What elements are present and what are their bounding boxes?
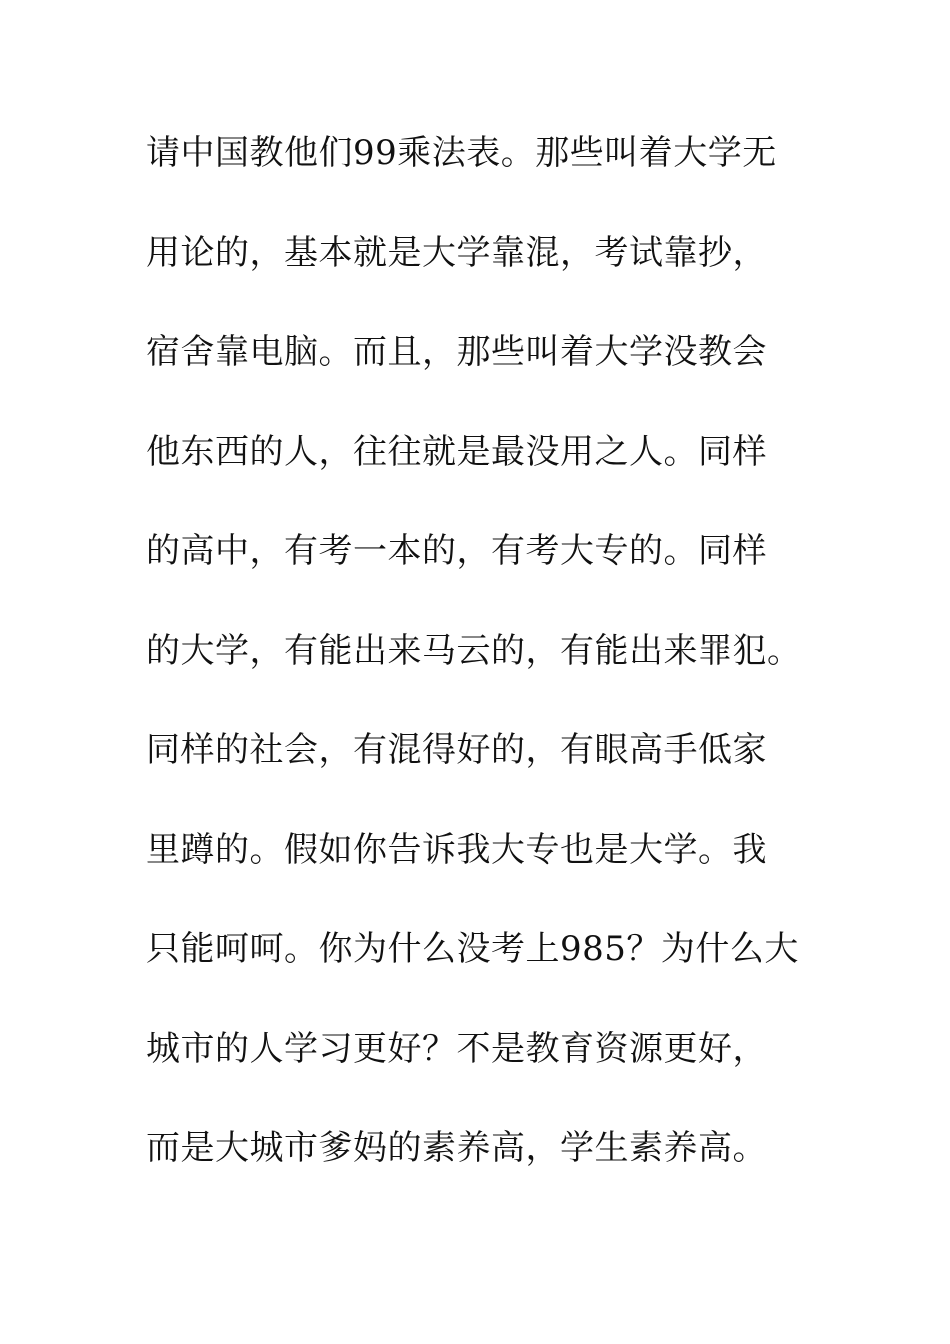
text-line: 用论的，基本就是大学靠混，考试靠抄， [146,232,767,273]
text-line: 里蹲的。假如你告诉我大专也是大学。我 [146,829,767,870]
text-line: 只能呵呵。你为什么没考上985？为什么大 [146,929,799,969]
text-line: 的高中，有考一本的，有考大专的。同样 [146,531,767,571]
text-line: 城市的人学习更好？不是教育资源更好， [146,1028,767,1069]
text-line: 同样的社会，有混得好的，有眼高手低家 [146,730,767,770]
text-line: 而是大城市爹妈的素养高，学生素养高。 [146,1128,767,1168]
text-line: 的大学，有能出来马云的，有能出来罪犯。 [146,630,802,671]
text-line: 宿舍靠电脑。而且，那些叫着大学没教会 [146,332,767,372]
text-line: 请中国教他们99乘法表。那些叫着大学无 [146,133,777,173]
body-text [146,128,826,1223]
text-line: 他东西的人，往往就是最没用之人。同样 [146,431,767,472]
